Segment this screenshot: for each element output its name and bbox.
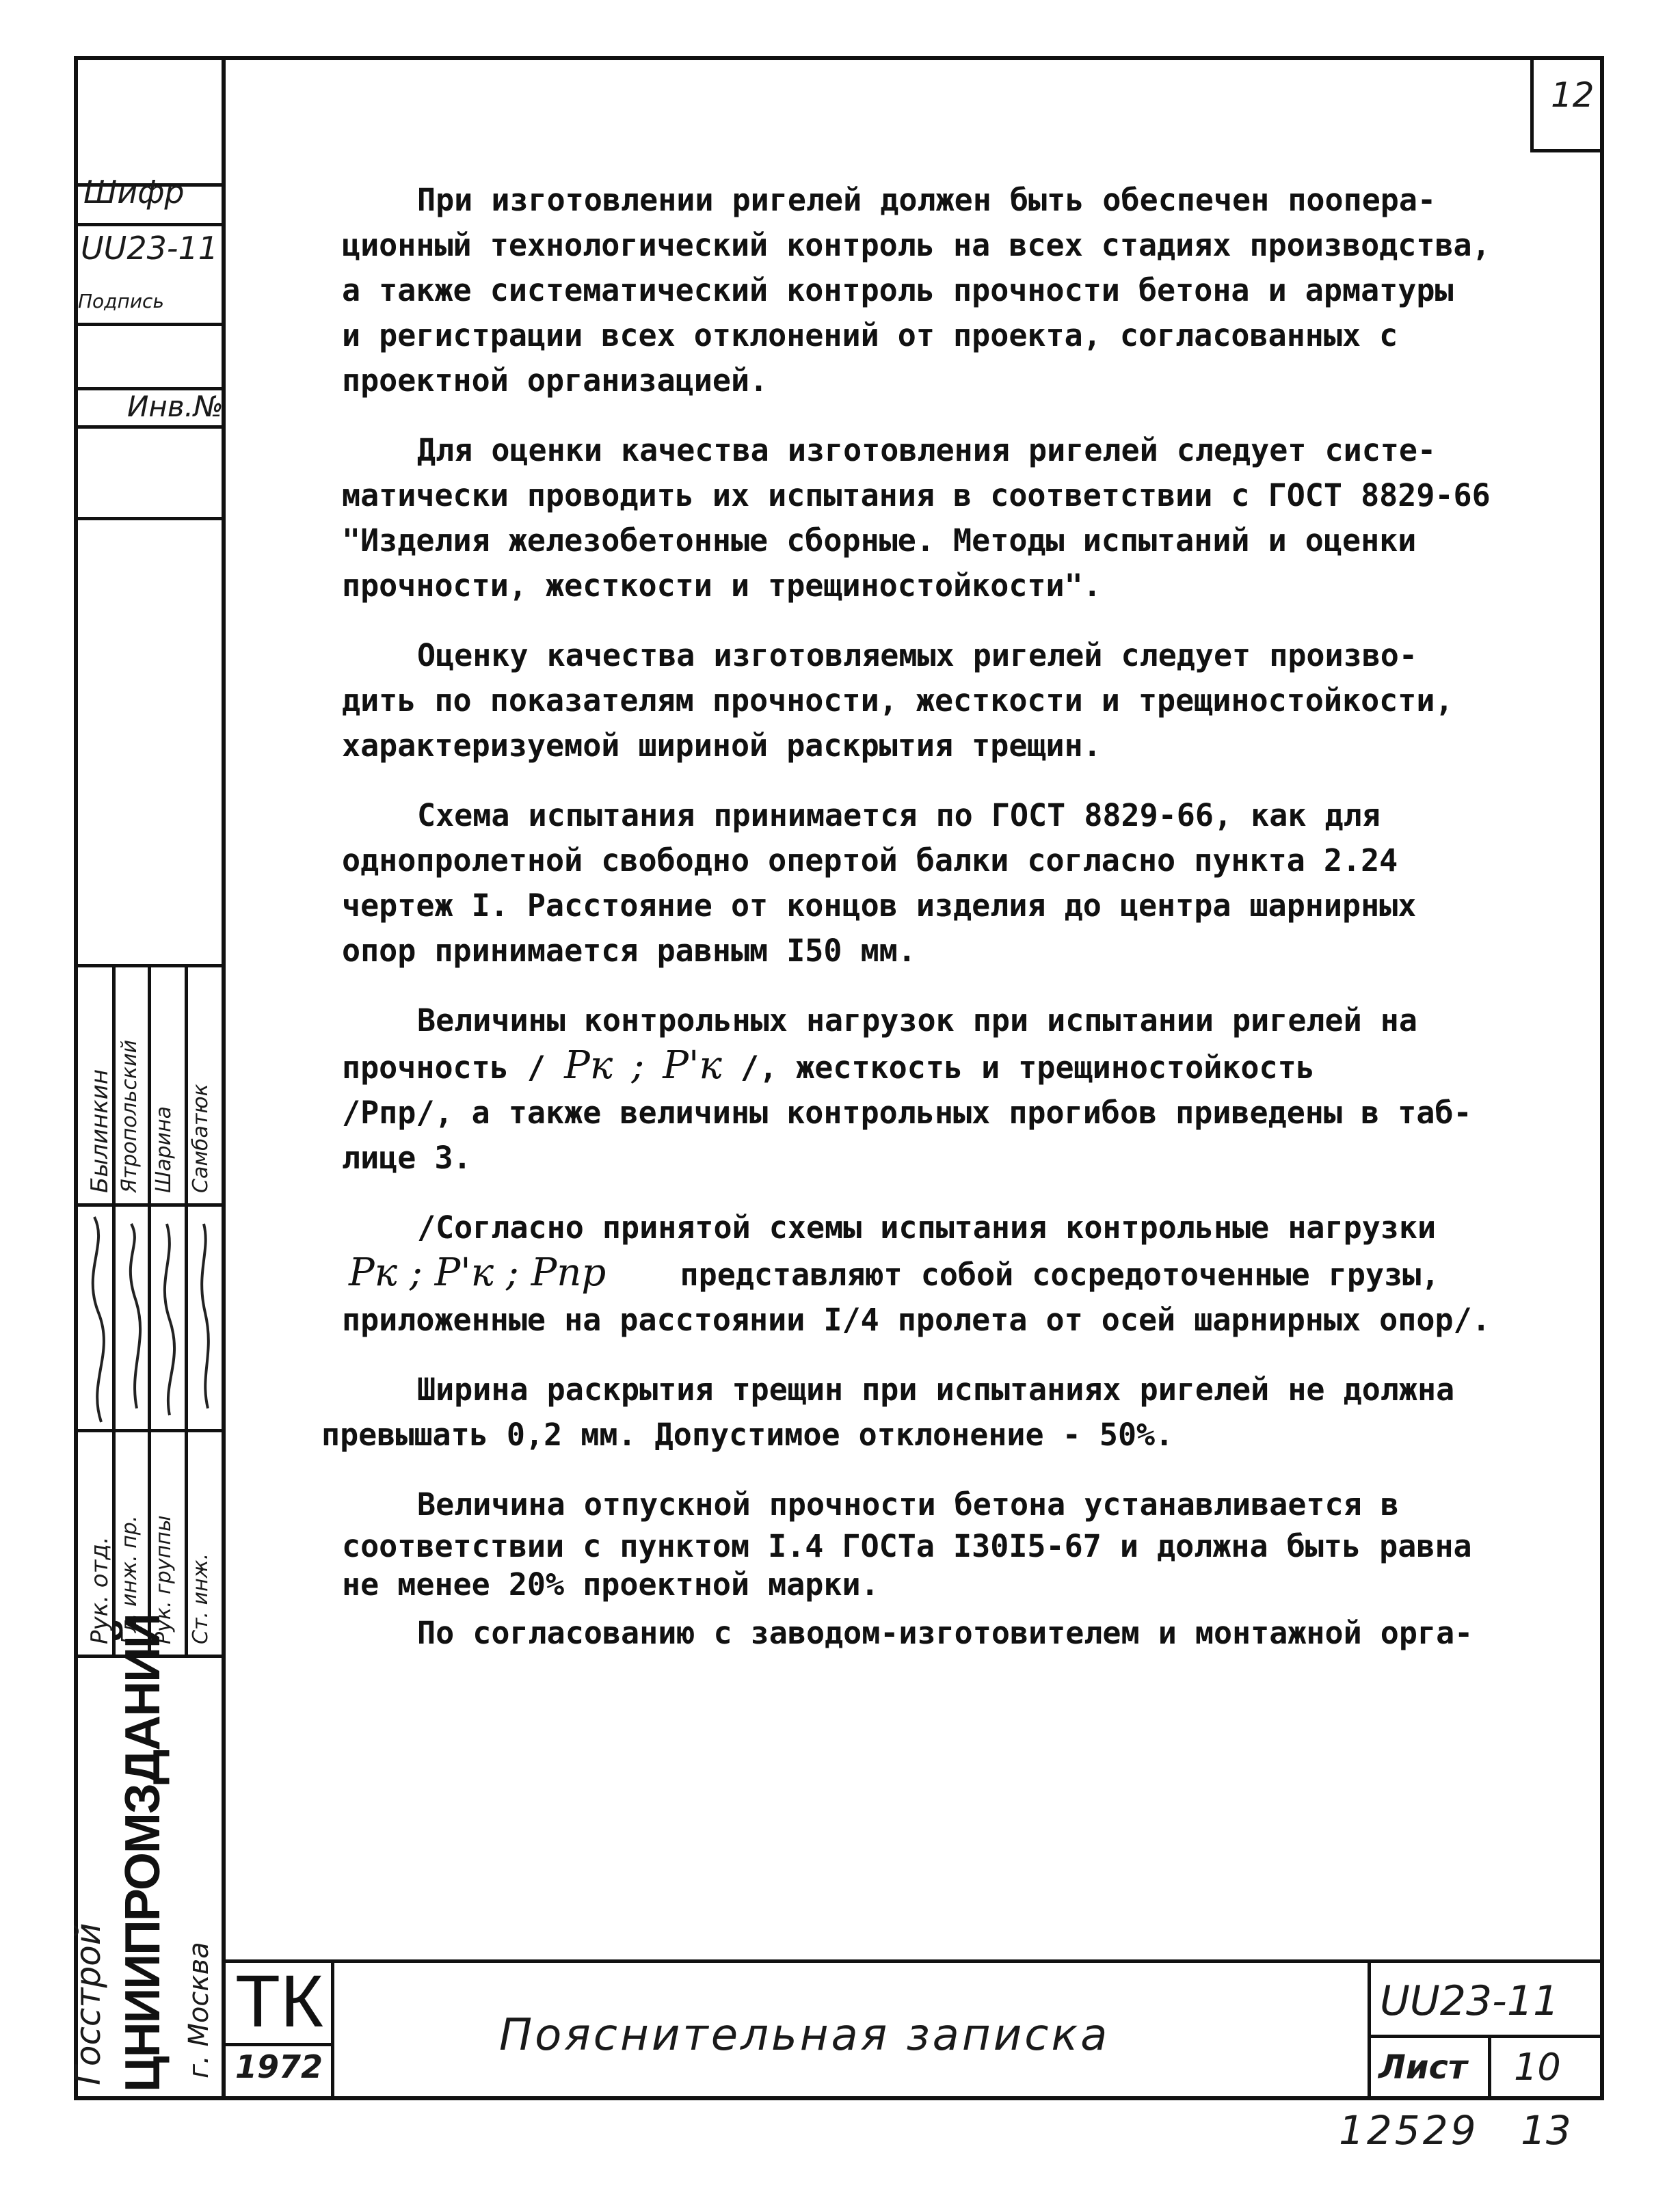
sheet-number: 10 (1514, 2046, 1561, 2089)
formula-sep: ; (631, 1043, 645, 1088)
sig-name-2: Ятропольский (118, 1039, 142, 1193)
sig-name-3: Шарина (152, 1106, 176, 1193)
title-block-sheet-div (1488, 2035, 1491, 2100)
doc-title: Пояснительная записка (499, 2010, 1110, 2061)
sheet-label: Лист (1378, 2048, 1467, 2087)
podpis-label: Подпись (78, 290, 164, 312)
p1-line: проектной организацией. (342, 362, 769, 399)
title-block-top (226, 1959, 1604, 1963)
shifr-value: UU23-11 (81, 230, 219, 267)
paragraph-3 (342, 633, 1593, 768)
p4-line: Схема испытания принимается по ГОСТ 8829-66, как для (417, 797, 1381, 833)
p2-line: матически проводить их испытания в соответствии с ГОСТ 8829-66 (342, 477, 1491, 513)
p7-line: превышать 0,2 мм. Допустимое отклонение - 50%. (321, 1417, 1174, 1453)
sig-name-4: Самбатюк (189, 1084, 213, 1193)
p8-line: Величина отпускной прочности бетона устанавливается в (417, 1486, 1399, 1523)
paragraph-1 (342, 178, 1593, 403)
p5-line: Величины контрольных нагрузок при испытании ригелей на (417, 1002, 1417, 1039)
sidebar-rule-3 (74, 323, 226, 326)
page-number-box-left (1530, 56, 1534, 150)
signature-scribbles (74, 1203, 226, 1429)
p6-line: /Согласно принятой схемы испытания контрольные нагрузки (417, 1209, 1437, 1246)
sidebar-rule-5 (74, 425, 226, 429)
p6-post: представляют собой сосредоточенные грузы, (680, 1257, 1440, 1293)
sig-name-1: Былинкин (86, 1069, 114, 1193)
p3-line: Оценку качества изготовляемых ригелей следует произво- (417, 637, 1417, 673)
page-total: 13 (1521, 2107, 1571, 2154)
p4-line: опор принимается равным I50 мм. (342, 933, 916, 969)
org-ministry: Госстрой (68, 1923, 108, 2085)
p8-line: не менее 20% проектной марки. (342, 1566, 879, 1603)
p5-line: /Рпр/, а также величины контрольных прогибов приведены в таб- (342, 1095, 1472, 1131)
sig-role-3: Рук. группы (152, 1515, 176, 1644)
title-block-code-rule (1368, 2035, 1604, 2038)
title-block-div2 (1368, 1959, 1371, 2100)
paragraph-6 (342, 1205, 1593, 1343)
p6-line-formula (342, 1250, 1593, 1298)
formula-pk: Рк (564, 1043, 613, 1088)
p2-line: Для оценки качества изготовления ригелей следует систе- (417, 432, 1437, 468)
page-number: 12 (1551, 75, 1595, 115)
p7-line: Ширина раскрытия трещин при испытаниях ригелей не должна (417, 1371, 1455, 1408)
p2-line: прочности, жесткости и трещиностойкости". (342, 567, 1102, 604)
archive-number: 12529 (1339, 2107, 1479, 2154)
p5-pre: прочность / (342, 1049, 546, 1086)
shifr-label: Шифр (83, 174, 185, 211)
sig-role-4: Ст. инж. (189, 1553, 213, 1644)
paragraph-8 (342, 1482, 1593, 1604)
sig-role-2: Гл. инж. пр. (118, 1515, 142, 1644)
p1-line: а также систематический контроль прочности бетона и арматуры (342, 272, 1454, 308)
p1-line: ционный технологический контроль на всех стадиях производства, (342, 227, 1491, 263)
p3-line: характеризуемой шириной раскрытия трещин. (342, 727, 1102, 764)
paragraph-5 (342, 998, 1593, 1181)
p3-line: дить по показателям прочности, жесткости и трещиностойкости, (342, 682, 1454, 719)
paragraph-2 (342, 428, 1593, 608)
title-block-year-rule (226, 2043, 332, 2046)
sidebar-rule-6 (74, 517, 226, 520)
title-block-div1 (331, 1959, 334, 2100)
paragraph-7 (321, 1367, 1593, 1458)
body-text (321, 178, 1593, 1656)
org-city: г. Москва (183, 1942, 215, 2078)
formula-pk-prime: Р'к (663, 1043, 722, 1088)
p6-line: приложенные на расстоянии I/4 пролета от осей шарнирных опор/. (342, 1302, 1491, 1338)
p8-line: соответствии с пунктом I.4 ГОСТа I30I5-67 и должна быть равна (342, 1528, 1472, 1564)
page-number-box-bottom (1530, 149, 1604, 152)
p1-line: При изготовлении ригелей должен быть обеспечен поопера- (417, 182, 1437, 218)
doc-code: UU23-11 (1380, 1977, 1560, 2025)
series-code: ТК (235, 1959, 323, 2042)
org-name: ЦНИИПРОМЗДАНИЙ (116, 1614, 170, 2092)
formula-loads: Рк ; Р'к ; Рпр (349, 1250, 606, 1295)
p5-line: лице 3. (342, 1140, 472, 1176)
p4-line: чертеж I. Расстояние от концов изделия до центра шарнирных (342, 887, 1417, 924)
p5-post: /, жесткость и трещиностойкость (740, 1049, 1315, 1086)
p1-line: и регистрации всех отклонений от проекта, согласованных с (342, 317, 1398, 353)
series-year: 1972 (235, 2048, 323, 2085)
sidebar-rule-2 (74, 223, 226, 226)
p9-line: По согласованию с заводом-изготовителем и монтажной орга- (417, 1615, 1474, 1651)
p5-line-formula (342, 1043, 1593, 1090)
inv-label: Инв.№ (127, 390, 224, 423)
sig-role-1: Рук. отд. (86, 1536, 114, 1644)
p2-line: "Изделия железобетонные сборные. Методы испытаний и оценки (342, 522, 1417, 559)
paragraph-4 (342, 793, 1593, 974)
p4-line: однопролетной свободно опертой балки согласно пункта 2.24 (342, 842, 1398, 879)
